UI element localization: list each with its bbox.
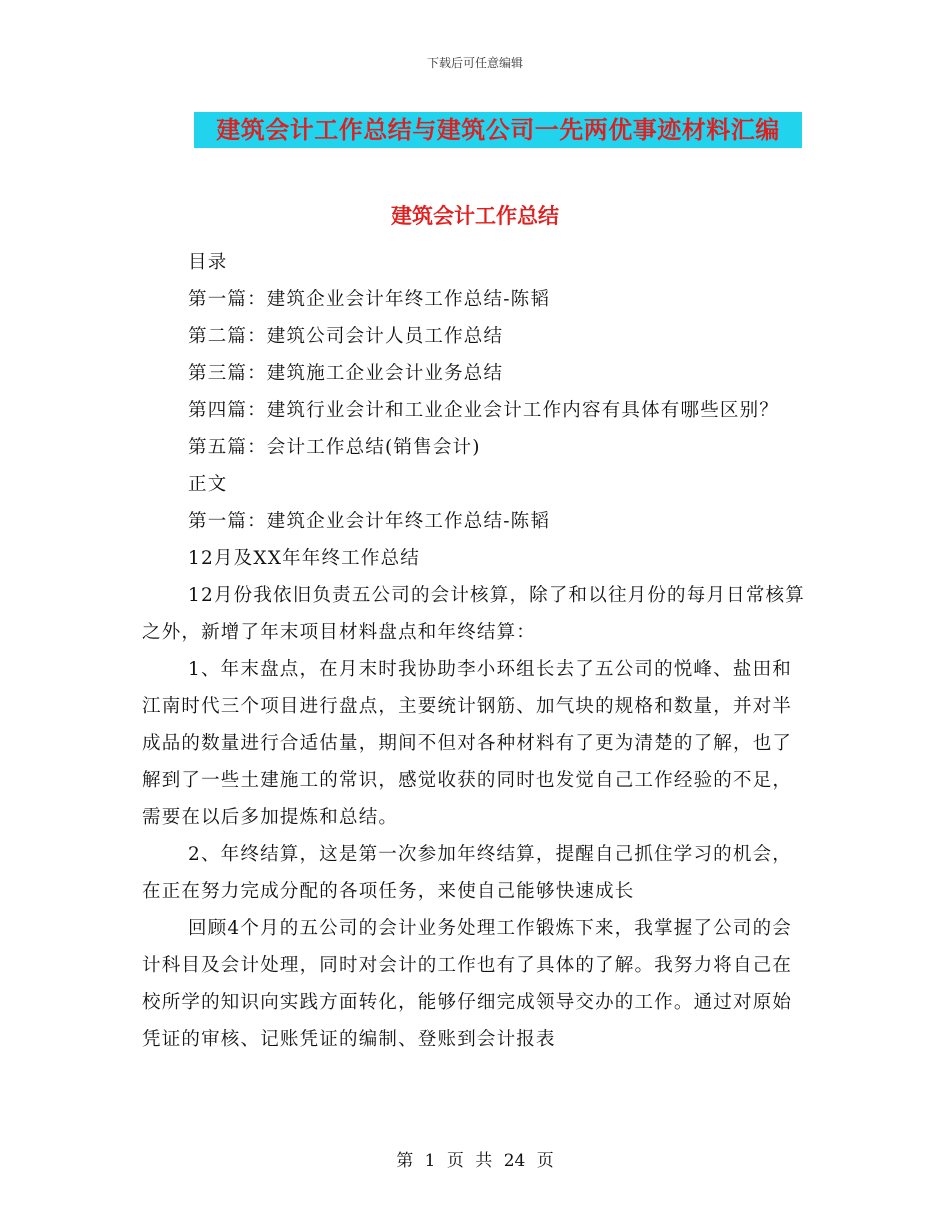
toc-item: 第一篇：建筑企业会计年终工作总结-陈韬 (188, 289, 551, 310)
toc-item: 第二篇：建筑公司会计人员工作总结 (188, 326, 504, 347)
report-title: 12月及XX年年终工作总结 (188, 548, 420, 569)
toc-item: 第五篇：会计工作总结(销售会计) (188, 437, 481, 458)
toc-item: 第三篇：建筑施工企业会计业务总结 (188, 363, 504, 384)
body-heading: 正文 (188, 474, 228, 495)
paragraph: 回顾4个月的五公司的会计业务处理工作锻炼下来，我掌握了公司的会计科目及会计处理，同时对会计的工作也有了具体的了解。我努力将自己在校所学的知识向实践方面转化，能够仔细完成领导交办的工作。通过对原始凭证的审核、记账凭证的编制、登账到会计报表 (142, 918, 793, 1050)
paragraph: 2、年终结算，这是第一次参加年终结算，提醒自己抓住学习的机会，在正在努力完成分配的各项任务，来使自己能够快速成长 (142, 844, 792, 902)
chapter-title: 第一篇：建筑企业会计年终工作总结-陈韬 (188, 511, 551, 532)
document-title: 建筑会计工作总结与建筑公司一先两优事迹材料汇编 (194, 112, 802, 148)
page-number: 第 1 页 共 24 页 (396, 1151, 554, 1171)
page-header: 下载后可任意编辑 (426, 56, 523, 70)
toc-heading: 目录 (188, 252, 228, 273)
paragraph: 12月份我依旧负责五公司的会计核算，除了和以往月份的每月日常核算之外，新增了年末项目材料盘点和年终结算： (142, 585, 805, 643)
section-title: 建筑会计工作总结 (391, 204, 559, 228)
toc-item: 第四篇：建筑行业会计和工业企业会计工作内容有具体有哪些区别？ (188, 400, 780, 421)
document-body (142, 244, 810, 1058)
paragraph: 1、年末盘点，在月末时我协助李小环组长去了五公司的悦峰、盐田和江南时代三个项目进行盘点，主要统计钢筋、加气块的规格和数量，并对半成品的数量进行合适估量，期间不但对各种材料有了更为清楚的了解，也了解到了一些土建施工的常识，感觉收获的同时也发觉自己工作经验的不足，需要在以后多加提炼和总结。 (142, 659, 793, 828)
